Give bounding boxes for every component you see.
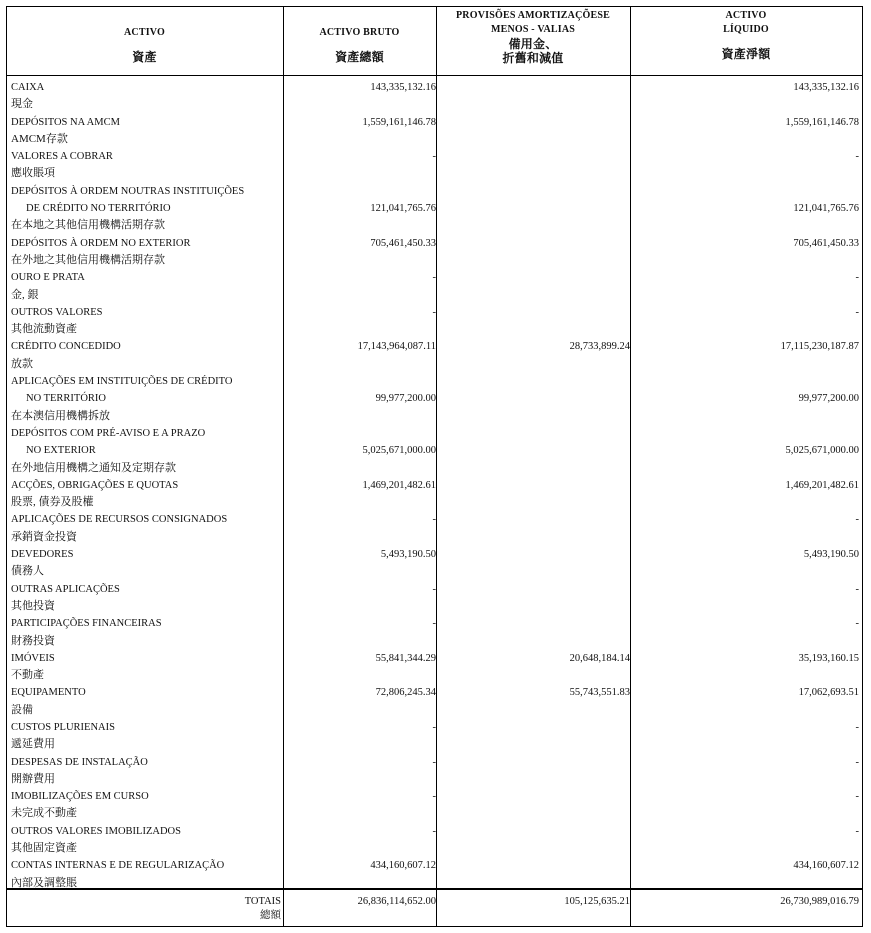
table-row: [6, 529, 863, 546]
cell-activo-bruto: -: [432, 514, 436, 526]
cell-activo-liquido: -: [855, 791, 859, 803]
row-label: EQUIPAMENTO: [11, 687, 86, 699]
row-label: 在本澳信用機構拆放: [11, 409, 110, 422]
row-label: 現金: [11, 98, 33, 111]
row-label: 在本地之其他信用機構活期存款: [11, 219, 165, 232]
cell-activo-bruto: -: [432, 721, 436, 733]
row-label: 在外地之其他信用機構活期存款: [11, 253, 165, 266]
row-label: 在外地信用機構之通知及定期存款: [11, 461, 176, 474]
row-label: DEPÓSITOS À ORDEM NO EXTERIOR: [11, 237, 191, 249]
row-label: DESPESAS DE INSTALAÇÃO: [11, 756, 148, 768]
table-row: [6, 96, 863, 113]
row-label: 開辦費用: [11, 772, 55, 785]
cell-activo-bruto: 705,461,450.33: [370, 237, 436, 249]
header-provisoes: [436, 6, 630, 74]
table-row: [6, 771, 863, 788]
cell-activo-liquido: 121,041,765.76: [793, 203, 859, 215]
cell-activo-bruto: 17,143,964,087.11: [357, 341, 436, 353]
cell-activo-liquido: -: [855, 618, 859, 630]
row-label: OUTROS VALORES: [11, 306, 103, 318]
row-label: ACÇÕES, OBRIGAÇÕES E QUOTAS: [11, 479, 179, 491]
row-label: 未完成不動產: [11, 807, 77, 820]
table-row: [6, 598, 863, 615]
row-label: 不動產: [11, 669, 44, 682]
cell-activo-liquido: 35,193,160.15: [798, 652, 859, 664]
table-row: [6, 269, 863, 286]
table-row: [6, 615, 863, 632]
header-activo-pt: ACTIVO: [123, 27, 165, 38]
cell-activo-liquido: 5,025,671,000.00: [785, 445, 859, 457]
header-provisoes-pt1: PROVISÕES AMORTIZAÇÕESE: [455, 10, 610, 21]
row-label: DEPÓSITOS COM PRÉ-AVISO E A PRAZO: [11, 427, 206, 439]
table-row: [6, 805, 863, 822]
cell-activo-liquido: -: [855, 721, 859, 733]
cell-activo-liquido: 434,160,607.12: [793, 860, 859, 872]
table-row: [6, 356, 863, 373]
table-body: [6, 79, 863, 892]
table-row: [6, 114, 863, 131]
row-label: NO EXTERIOR: [26, 445, 96, 457]
header-bruto-zh: 資產總額: [335, 50, 384, 64]
cell-activo-liquido: 5,493,190.50: [803, 549, 859, 561]
cell-activo-bruto: 1,469,201,482.61: [362, 479, 436, 491]
table-row: [6, 131, 863, 148]
totals-label-zh: 總額: [260, 910, 281, 921]
cell-provisoes: 28,733,899.24: [569, 341, 630, 353]
table-row: [6, 373, 863, 390]
table-row: [6, 235, 863, 252]
cell-activo-bruto: 121,041,765.76: [370, 203, 436, 215]
cell-activo-liquido: -: [855, 272, 859, 284]
table-row: [6, 79, 863, 96]
row-label: 其他投資: [11, 599, 55, 612]
cell-activo-bruto: -: [432, 583, 436, 595]
totals-provisoes: 105,125,635.21: [564, 896, 630, 907]
table-row: [6, 425, 863, 442]
cell-provisoes: 55,743,551.83: [569, 687, 630, 699]
cell-activo-liquido: -: [855, 825, 859, 837]
header-bruto-pt: ACTIVO BRUTO: [319, 27, 400, 38]
row-label: OURO E PRATA: [11, 272, 85, 284]
cell-activo-bruto: -: [432, 825, 436, 837]
cell-activo-bruto: 5,493,190.50: [380, 549, 436, 561]
table-row: [6, 390, 863, 407]
table-row: [6, 494, 863, 511]
table-row: [6, 252, 863, 269]
table-row: [6, 650, 863, 667]
row-label: OUTRAS APLICAÇÕES: [11, 583, 120, 595]
row-label: DEPÓSITOS NA AMCM: [11, 116, 120, 128]
table-row: [6, 581, 863, 598]
row-label: 金, 銀: [11, 288, 39, 301]
cell-provisoes: 20,648,184.14: [569, 652, 630, 664]
header-provisoes-pt2: MENOS - VALIAS: [490, 24, 576, 35]
row-label: 承銷資金投資: [11, 530, 77, 543]
header-activo-bruto: [283, 6, 436, 74]
table-row: [6, 217, 863, 234]
table-row: [6, 736, 863, 753]
row-label: CAIXA: [11, 82, 45, 93]
header-provisoes-zh1: 備用金、: [508, 37, 558, 51]
table-row: [6, 702, 863, 719]
table-row: [6, 754, 863, 771]
row-label: DE CRÉDITO NO TERRITÓRIO: [26, 203, 171, 215]
cell-activo-liquido: 17,062,693.51: [798, 687, 859, 699]
table-row: [6, 477, 863, 494]
totals-label-pt: TOTAIS: [244, 896, 281, 907]
table-row: [6, 511, 863, 528]
header-liquido-pt1: ACTIVO: [725, 10, 767, 21]
table-row: [6, 165, 863, 182]
header-divider: [6, 75, 863, 76]
row-label: IMOBILIZAÇÕES EM CURSO: [11, 791, 149, 803]
cell-activo-liquido: 143,335,132.16: [793, 82, 859, 93]
cell-activo-bruto: -: [432, 151, 436, 163]
table-row: [6, 788, 863, 805]
row-label: NO TERRITÓRIO: [26, 393, 107, 405]
row-label: 應收賬項: [11, 167, 55, 180]
cell-activo-bruto: 55,841,344.29: [375, 652, 436, 664]
cell-activo-bruto: 434,160,607.12: [370, 860, 436, 872]
table-row: [6, 823, 863, 840]
row-label: CONTAS INTERNAS E DE REGULARIZAÇÃO: [11, 860, 225, 872]
balance-sheet-table: [6, 6, 863, 927]
header-provisoes-zh2: 折舊和減值: [502, 51, 564, 65]
cell-activo-bruto: 143,335,132.16: [370, 82, 436, 93]
cell-activo-liquido: -: [855, 756, 859, 768]
cell-activo-bruto: -: [432, 791, 436, 803]
row-label: 放款: [11, 357, 33, 370]
table-row: [6, 287, 863, 304]
cell-activo-bruto: 1,559,161,146.78: [362, 116, 436, 128]
header-activo-liquido: [630, 6, 862, 74]
header-activo-zh: 資產: [132, 50, 157, 64]
row-label: 其他固定資產: [11, 842, 77, 855]
totals-liquido: 26,730,989,016.79: [780, 896, 859, 907]
cell-activo-bruto: 99,977,200.00: [375, 393, 436, 405]
table-row: [6, 148, 863, 165]
cell-activo-bruto: -: [432, 272, 436, 284]
table-row: [6, 442, 863, 459]
totals-bruto: 26,836,114,652.00: [357, 896, 436, 907]
cell-activo-bruto: -: [432, 756, 436, 768]
cell-activo-liquido: 99,977,200.00: [798, 393, 859, 405]
row-label: 債務人: [11, 565, 44, 578]
cell-activo-liquido: 705,461,450.33: [793, 237, 859, 249]
row-label: 遞延費用: [11, 738, 55, 751]
cell-activo-liquido: 1,469,201,482.61: [785, 479, 859, 491]
header-activo: [6, 6, 283, 74]
row-label: OUTROS VALORES IMOBILIZADOS: [11, 825, 181, 837]
row-label: IMÓVEIS: [11, 652, 55, 664]
table-row: [6, 563, 863, 580]
row-label: 其他流動資產: [11, 323, 77, 336]
row-label: APLICAÇÕES DE RECURSOS CONSIGNADOS: [11, 514, 228, 526]
table-row: [6, 304, 863, 321]
cell-activo-bruto: -: [432, 618, 436, 630]
cell-activo-bruto: -: [432, 306, 436, 318]
cell-activo-bruto: 5,025,671,000.00: [362, 445, 436, 457]
cell-activo-liquido: 17,115,230,187.87: [780, 341, 859, 353]
header-liquido-pt2: LÍQUIDO: [723, 24, 769, 35]
row-label: 財務投資: [11, 634, 55, 647]
table-row: [6, 667, 863, 684]
row-label: AMCM存款: [11, 132, 68, 145]
header-liquido-zh: 資產淨額: [721, 47, 771, 61]
table-row: [6, 183, 863, 200]
row-label: CRÉDITO CONCEDIDO: [11, 341, 121, 353]
row-label: PARTICIPAÇÕES FINANCEIRAS: [11, 618, 162, 630]
table-row: [6, 857, 863, 874]
table-row: [6, 875, 863, 892]
cell-activo-liquido: -: [855, 151, 859, 163]
table-row: [6, 200, 863, 217]
table-row: [6, 408, 863, 425]
table-row: [6, 840, 863, 857]
totals-row: [6, 893, 863, 927]
cell-activo-bruto: 72,806,245.34: [375, 687, 436, 699]
cell-activo-liquido: -: [855, 583, 859, 595]
table-row: [6, 684, 863, 701]
cell-activo-liquido: -: [855, 306, 859, 318]
row-label: VALORES A COBRAR: [11, 151, 113, 163]
cell-activo-liquido: 1,559,161,146.78: [785, 116, 859, 128]
row-label: DEPÓSITOS À ORDEM NOUTRAS INSTITUIÇÕES: [11, 185, 245, 197]
row-label: 設備: [11, 703, 33, 716]
table-row: [6, 338, 863, 355]
row-label: 股票, 債券及股權: [11, 496, 94, 509]
table-row: [6, 460, 863, 477]
table-row: [6, 633, 863, 650]
cell-activo-liquido: -: [855, 514, 859, 526]
row-label: APLICAÇÕES EM INSTITUIÇÕES DE CRÉDITO: [11, 376, 233, 388]
table-row: [6, 321, 863, 338]
row-label: CUSTOS PLURIENAIS: [11, 721, 115, 733]
table-row: [6, 546, 863, 563]
row-label: DEVEDORES: [11, 549, 74, 561]
table-row: [6, 719, 863, 736]
totals-label: [6, 895, 281, 923]
row-label: 內部及調整賬: [11, 876, 77, 889]
